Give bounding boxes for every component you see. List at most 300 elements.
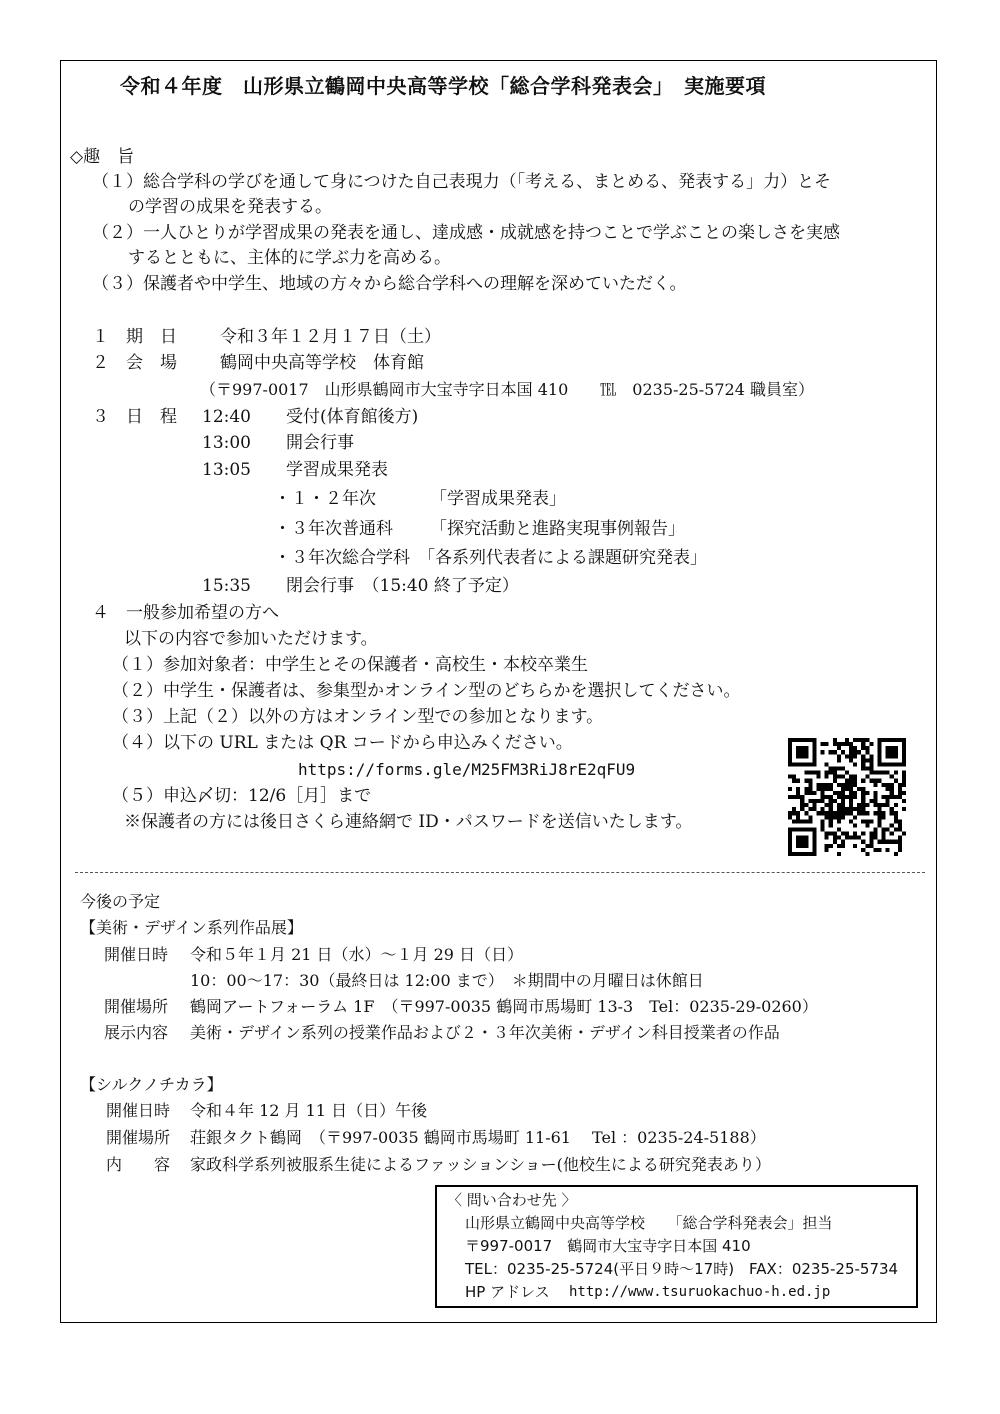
qr-module	[812, 828, 816, 832]
qr-module	[869, 771, 873, 775]
qr-module	[857, 750, 861, 754]
qr-module	[849, 795, 853, 799]
qr-module	[898, 844, 902, 848]
qr-module	[865, 775, 869, 779]
qr-module	[804, 811, 808, 815]
qr-module	[857, 738, 861, 742]
qr-module	[861, 779, 865, 783]
qr-module	[878, 762, 882, 766]
qr-module	[829, 803, 833, 807]
general-item-4: （４）以下の URL または QR コードから申込みください。	[112, 733, 573, 753]
qr-module	[878, 746, 882, 750]
qr-module	[849, 836, 853, 840]
qr-module	[841, 815, 845, 819]
qr-module	[788, 742, 792, 746]
schedule-text: 開会行事	[286, 433, 354, 453]
purpose-2a: （２）一人ひとりが学習成果の発表を通し、達成感・成就感を持つことで学ぶことの楽しさを実感	[92, 223, 840, 243]
qr-module	[837, 775, 841, 779]
qr-module	[800, 738, 804, 742]
qr-module	[841, 807, 845, 811]
qr-module	[898, 738, 902, 742]
silk-event-title: 【シルクノチカラ】	[80, 1075, 223, 1094]
qr-module	[873, 791, 877, 795]
qr-module	[829, 766, 833, 770]
qr-module	[878, 738, 882, 742]
qr-module	[902, 783, 906, 787]
qr-module	[812, 762, 816, 766]
qr-module	[788, 811, 792, 815]
qr-module	[873, 795, 877, 799]
qr-module	[902, 779, 906, 783]
qr-module	[804, 762, 808, 766]
qr-module	[808, 828, 812, 832]
qr-module	[849, 754, 853, 758]
qr-module	[792, 775, 796, 779]
qr-module	[902, 746, 906, 750]
qr-module	[878, 815, 882, 819]
qr-module	[894, 795, 898, 799]
qr-module	[800, 807, 804, 811]
qr-module	[800, 836, 804, 840]
qr-module	[894, 815, 898, 819]
qr-module	[796, 852, 800, 856]
date-label: １ 期 日	[92, 327, 177, 347]
qr-module	[845, 783, 849, 787]
qr-module	[808, 807, 812, 811]
qr-module	[833, 775, 837, 779]
contact-hp-link[interactable]: http://www.tsuruokachuo-h.ed.jp	[569, 1284, 831, 1300]
qr-module	[804, 852, 808, 856]
qr-module	[837, 819, 841, 823]
qr-module	[833, 815, 837, 819]
qr-module	[812, 791, 816, 795]
qr-module	[841, 795, 845, 799]
qr-module	[833, 811, 837, 815]
qr-module	[821, 742, 825, 746]
qr-module	[804, 779, 808, 783]
qr-module	[894, 779, 898, 783]
qr-module	[833, 750, 837, 754]
qr-module	[812, 832, 816, 836]
qr-module	[812, 754, 816, 758]
qr-module	[861, 799, 865, 803]
qr-module	[829, 832, 833, 836]
qr-module	[902, 750, 906, 754]
qr-module	[878, 742, 882, 746]
qr-module	[853, 815, 857, 819]
qr-module	[825, 815, 829, 819]
qr-module	[800, 803, 804, 807]
qr-module	[898, 819, 902, 823]
purpose-1b: の学習の成果を発表する。	[128, 197, 332, 217]
contact-school: 山形県立鶴岡中央高等学校 「総合学科発表会」担当	[465, 1214, 833, 1232]
qr-module	[812, 807, 816, 811]
qr-module	[878, 848, 882, 852]
qr-module	[837, 742, 841, 746]
qr-module	[788, 828, 792, 832]
qr-module	[829, 799, 833, 803]
qr-module	[796, 738, 800, 742]
qr-module	[825, 803, 829, 807]
qr-module	[821, 791, 825, 795]
qr-module	[812, 771, 816, 775]
qr-module	[853, 836, 857, 840]
qr-module	[808, 787, 812, 791]
qr-module	[812, 852, 816, 856]
qr-module	[788, 836, 792, 840]
qr-module	[878, 754, 882, 758]
qr-module	[857, 787, 861, 791]
qr-module	[808, 819, 812, 823]
qr-module	[869, 766, 873, 770]
general-note: ※保護者の方には後日さくら連絡網で ID・パスワードを送信いたします。	[124, 812, 693, 832]
qr-module	[861, 791, 865, 795]
qr-module	[833, 742, 837, 746]
future-heading: 今後の予定	[80, 892, 161, 911]
qr-module	[861, 787, 865, 791]
qr-module	[796, 779, 800, 783]
qr-module	[800, 754, 804, 758]
qr-module	[886, 750, 890, 754]
qr-module	[849, 746, 853, 750]
qr-module	[849, 811, 853, 815]
qr-module	[869, 742, 873, 746]
qr-module	[808, 738, 812, 742]
qr-module	[837, 844, 841, 848]
presentation-group: ・３年次普通科	[274, 519, 393, 539]
purpose-3: （３）保護者や中学生、地域の方々から総合学科への理解を深めていただく。	[92, 274, 687, 294]
qr-module	[841, 832, 845, 836]
qr-module	[833, 836, 837, 840]
qr-module	[894, 754, 898, 758]
qr-module	[886, 754, 890, 758]
qr-module	[796, 828, 800, 832]
qr-module	[796, 844, 800, 848]
silk-date-value: 令和４年 12 月 11 日（日）午後	[190, 1101, 428, 1120]
art-place-value: 鶴岡アートフォーラム 1F （〒997-0035 鶴岡市馬場町 13-3 Tel：0235-29-0260）	[190, 997, 818, 1016]
qr-module	[837, 795, 841, 799]
qr-module	[865, 852, 869, 856]
qr-module	[898, 848, 902, 852]
qr-module	[837, 807, 841, 811]
qr-module	[902, 807, 906, 811]
qr-module	[841, 791, 845, 795]
qr-module	[796, 746, 800, 750]
qr-module	[894, 771, 898, 775]
qr-module	[902, 742, 906, 746]
qr-module	[878, 758, 882, 762]
qr-module	[792, 811, 796, 815]
qr-module	[882, 832, 886, 836]
qr-module	[833, 840, 837, 844]
qr-module	[894, 746, 898, 750]
qr-module	[869, 819, 873, 823]
qr-module	[812, 758, 816, 762]
qr-module	[861, 754, 865, 758]
qr-module	[861, 742, 865, 746]
qr-module	[902, 754, 906, 758]
qr-module	[890, 795, 894, 799]
qr-module	[829, 844, 833, 848]
qr-module	[890, 762, 894, 766]
contact-address: 〒997-0017 鶴岡市大宝寺字日本国 410	[465, 1237, 751, 1255]
qr-module	[829, 783, 833, 787]
contact-hp-label: HP アドレス	[465, 1283, 550, 1301]
qr-module	[804, 738, 808, 742]
qr-module	[898, 795, 902, 799]
qr-module	[861, 758, 865, 762]
qr-module	[804, 819, 808, 823]
qr-module	[808, 771, 812, 775]
schedule-time: 13:00	[202, 433, 251, 453]
schedule-text: 学習成果発表	[286, 460, 388, 480]
qr-module	[825, 795, 829, 799]
qr-module	[821, 787, 825, 791]
qr-module	[898, 836, 902, 840]
qr-module	[812, 799, 816, 803]
qr-module	[873, 783, 877, 787]
qr-module	[800, 795, 804, 799]
qr-module	[841, 840, 845, 844]
qr-module	[853, 832, 857, 836]
qr-module	[894, 811, 898, 815]
qr-module	[882, 803, 886, 807]
qr-module	[853, 762, 857, 766]
qr-module	[837, 811, 841, 815]
art-date-value: 令和５年１月 21 日（水）～１月 29 日（日）	[190, 945, 524, 964]
qr-module	[873, 848, 877, 852]
qr-module	[816, 787, 820, 791]
qr-module	[845, 787, 849, 791]
qr-module	[869, 754, 873, 758]
qr-module	[865, 766, 869, 770]
qr-module	[849, 799, 853, 803]
general-item-5: （５）申込〆切：12/6［月］まで	[112, 786, 372, 806]
qr-module	[882, 811, 886, 815]
qr-module	[821, 811, 825, 815]
qr-module	[861, 811, 865, 815]
art-time-value: 10：00～17：30（最終日は 12:00 まで） ＊期間中の月曜日は休館日	[190, 971, 704, 990]
qr-module	[796, 811, 800, 815]
qr-module	[812, 840, 816, 844]
general-item-2: （２）中学生・保護者は、参集型かオンライン型のどちらかを選択してください。	[112, 681, 741, 701]
qr-module	[841, 803, 845, 807]
qr-module	[849, 750, 853, 754]
presentation-title: 「学習成果発表」	[430, 489, 566, 509]
art-date-label: 開催日時	[104, 945, 169, 964]
qr-module	[829, 815, 833, 819]
qr-module	[825, 832, 829, 836]
qr-module	[853, 754, 857, 758]
qr-module	[882, 836, 886, 840]
qr-module	[804, 828, 808, 832]
qr-module	[788, 762, 792, 766]
general-item-1: （１）参加対象者：中学生とその保護者・高校生・本校卒業生	[112, 655, 588, 675]
qr-module	[804, 803, 808, 807]
qr-module	[886, 762, 890, 766]
qr-module	[788, 750, 792, 754]
qr-module	[894, 828, 898, 832]
qr-module	[788, 746, 792, 750]
qr-module	[869, 758, 873, 762]
art-exhibition-title: 【美術・デザイン系列作品展】	[80, 918, 303, 937]
qr-module	[894, 803, 898, 807]
qr-module	[816, 771, 820, 775]
section-divider	[75, 872, 925, 873]
qr-module	[833, 779, 837, 783]
qr-module	[865, 750, 869, 754]
qr-module	[861, 795, 865, 799]
qr-module	[804, 787, 808, 791]
qr-module	[861, 807, 865, 811]
qr-module	[788, 832, 792, 836]
qr-module	[878, 823, 882, 827]
qr-module	[853, 783, 857, 787]
venue-address: （〒997-0017 山形県鶴岡市大宝寺字日本国 410 ℡ 0235-25-5724 職員室）	[200, 380, 814, 399]
silk-place-value: 荘銀タクト鶴岡 （〒997-0035 鶴岡市馬場町 11-61 Tel ：0235-24-5188）	[190, 1128, 766, 1147]
qr-module	[796, 840, 800, 844]
qr-module	[837, 836, 841, 840]
qr-module	[837, 758, 841, 762]
qr-module	[886, 803, 890, 807]
qr-module	[821, 828, 825, 832]
qr-module	[869, 840, 873, 844]
qr-module	[861, 832, 865, 836]
qr-module	[845, 811, 849, 815]
qr-module	[800, 750, 804, 754]
qr-module	[861, 762, 865, 766]
qr-module	[837, 783, 841, 787]
qr-module	[841, 742, 845, 746]
qr-module	[825, 762, 829, 766]
qr-module	[829, 823, 833, 827]
qr-module	[886, 799, 890, 803]
qr-module	[878, 807, 882, 811]
qr-module	[890, 811, 894, 815]
qr-module	[808, 779, 812, 783]
qr-module	[808, 762, 812, 766]
qr-module	[825, 742, 829, 746]
qr-module	[841, 775, 845, 779]
qr-module	[873, 779, 877, 783]
venue-value: 鶴岡中央高等学校 体育館	[220, 353, 424, 373]
qr-module	[841, 799, 845, 803]
qr-module	[821, 807, 825, 811]
qr-module	[845, 832, 849, 836]
qr-module	[825, 783, 829, 787]
qr-module	[873, 771, 877, 775]
qr-module	[833, 799, 837, 803]
qr-module	[796, 819, 800, 823]
silk-content-label: 内 容	[106, 1155, 171, 1174]
qr-module	[788, 840, 792, 844]
qr-module	[788, 787, 792, 791]
qr-module	[800, 799, 804, 803]
qr-module	[849, 742, 853, 746]
qr-module	[902, 791, 906, 795]
qr-module	[837, 828, 841, 832]
qr-module	[804, 750, 808, 754]
contact-box	[435, 1185, 918, 1308]
qr-module	[800, 746, 804, 750]
qr-module	[796, 754, 800, 758]
qr-module	[796, 791, 800, 795]
qr-module	[865, 819, 869, 823]
qr-module	[890, 738, 894, 742]
registration-url-link[interactable]: https://forms.gle/M25FM3RiJ8rE2qFU9	[298, 760, 636, 779]
qr-module	[845, 771, 849, 775]
qr-module	[894, 762, 898, 766]
qr-module	[833, 832, 837, 836]
qr-module	[825, 844, 829, 848]
qr-module	[902, 758, 906, 762]
qr-module	[861, 738, 865, 742]
qr-module	[796, 750, 800, 754]
qr-module	[878, 840, 882, 844]
qr-module	[816, 783, 820, 787]
general-label: ４ 一般参加希望の方へ	[92, 603, 279, 623]
qr-module	[849, 819, 853, 823]
qr-module	[833, 771, 837, 775]
qr-module	[902, 799, 906, 803]
qr-module	[800, 852, 804, 856]
qr-module	[796, 787, 800, 791]
qr-module	[829, 811, 833, 815]
qr-module	[898, 791, 902, 795]
qr-module	[812, 848, 816, 852]
qr-module	[873, 836, 877, 840]
silk-content-value: 家政科学系列被服系生徒によるファッションショー(他校生による研究発表あり）	[190, 1155, 771, 1174]
qr-module	[865, 803, 869, 807]
presentation-title: 「各系列代表者による課題研究発表」	[418, 548, 707, 568]
qr-module	[821, 783, 825, 787]
qr-module	[812, 803, 816, 807]
qr-module	[825, 771, 829, 775]
qr-module	[873, 828, 877, 832]
qr-module	[886, 738, 890, 742]
qr-module	[886, 787, 890, 791]
qr-module	[841, 844, 845, 848]
presentation-group: ・１・２年次	[274, 489, 376, 509]
qr-module	[796, 795, 800, 799]
qr-module	[882, 828, 886, 832]
purpose-heading: ◇趣 旨	[70, 147, 135, 167]
qr-module	[853, 807, 857, 811]
qr-module	[788, 852, 792, 856]
qr-module	[898, 783, 902, 787]
qr-module	[800, 844, 804, 848]
qr-module	[849, 807, 853, 811]
qr-module	[837, 766, 841, 770]
qr-module	[890, 754, 894, 758]
qr-module	[845, 742, 849, 746]
qr-module	[890, 746, 894, 750]
qr-module	[853, 791, 857, 795]
qr-module	[894, 750, 898, 754]
qr-module	[853, 779, 857, 783]
qr-module	[882, 815, 886, 819]
qr-module	[816, 775, 820, 779]
qr-module	[849, 775, 853, 779]
qr-code-icon[interactable]	[788, 738, 906, 856]
qr-module	[853, 750, 857, 754]
qr-module	[886, 771, 890, 775]
qr-module	[812, 746, 816, 750]
qr-module	[857, 803, 861, 807]
qr-module	[890, 832, 894, 836]
schedule-time: 13:05	[202, 460, 251, 480]
qr-module	[788, 758, 792, 762]
